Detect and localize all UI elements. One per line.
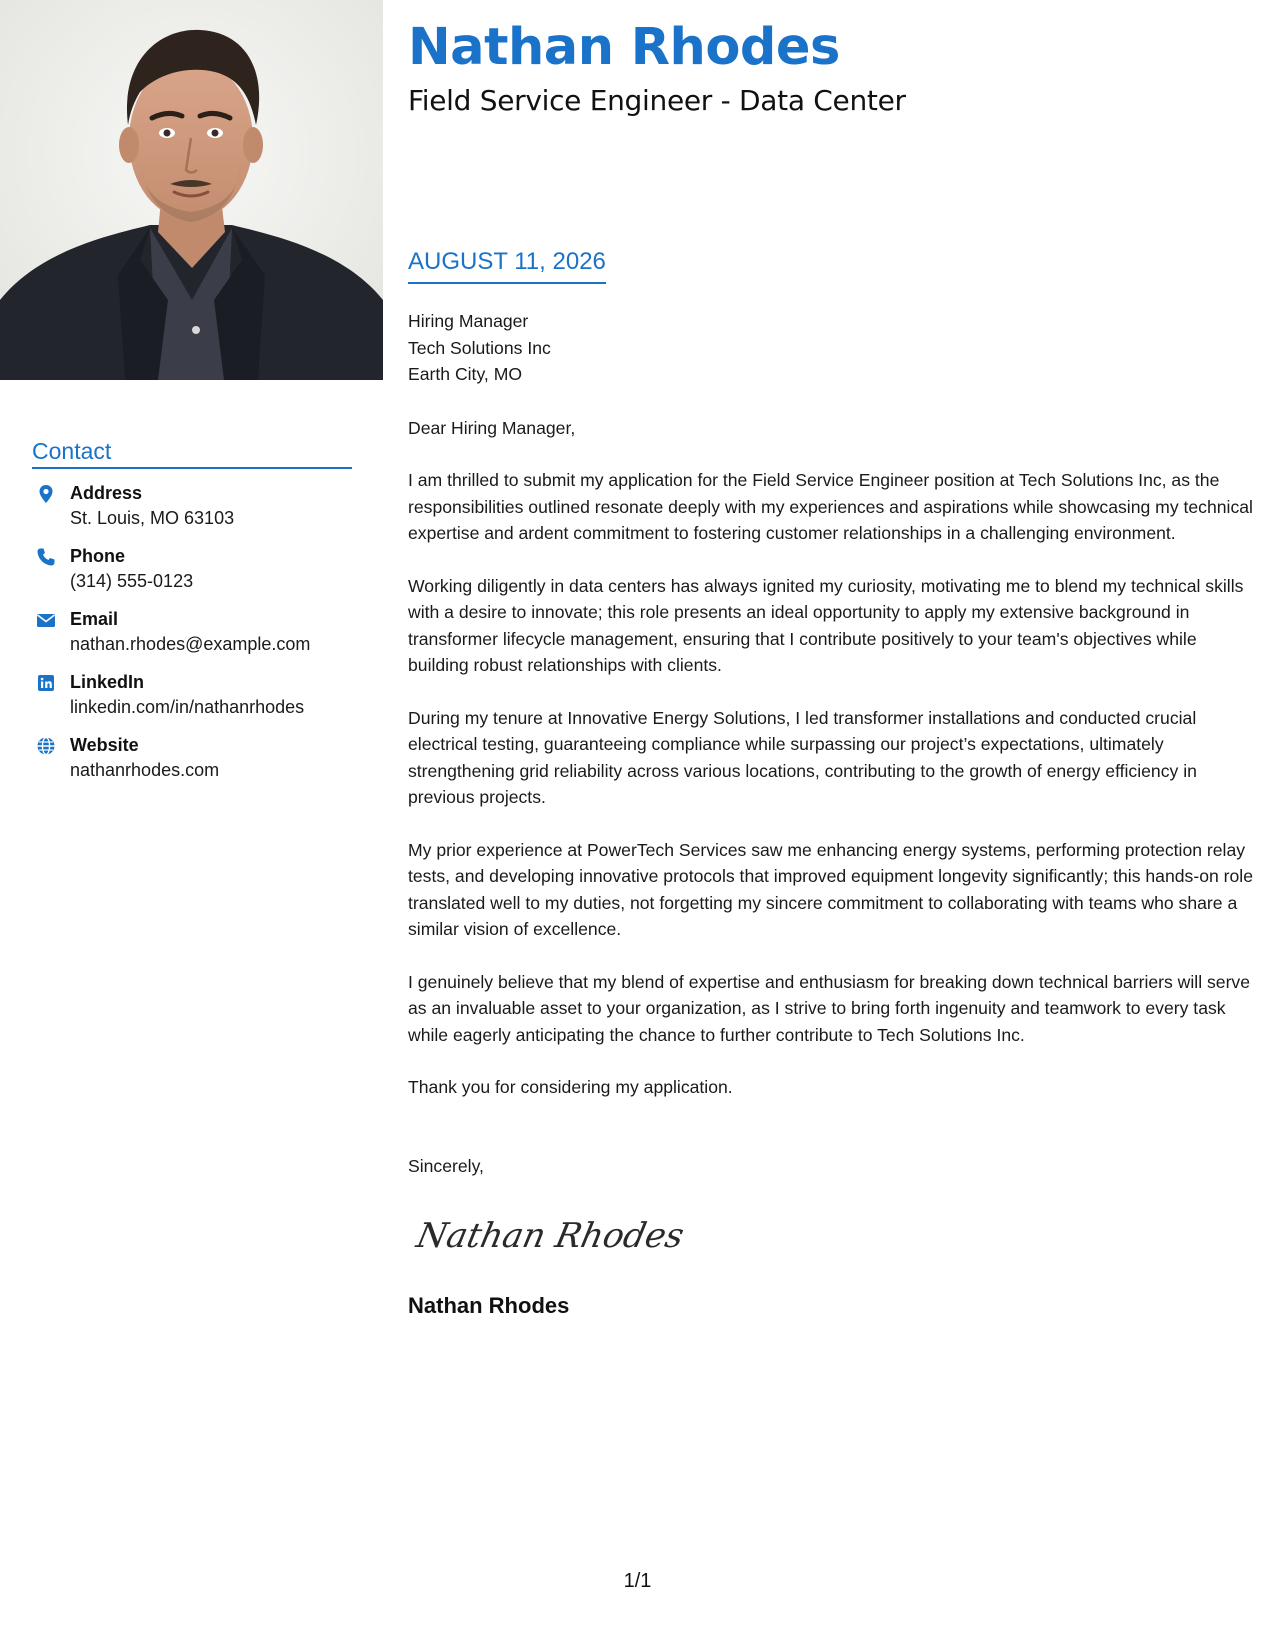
address-value: St. Louis, MO 63103	[70, 508, 235, 528]
contact-label: Phone	[70, 546, 126, 566]
handwritten-signature	[413, 1205, 688, 1265]
location-pin-icon	[36, 484, 56, 504]
paragraph: During my tenure at Innovative Energy Solutions, I led transformer installations and conducted crucial electrical testing, guaranteeing compliance while surpassing our project’s expectations, ultimately strengthening grid reliability across various locations, contributing to the growth of energy efficiency in previous projects.	[408, 707, 1197, 807]
website-value[interactable]: nathanrhodes.com	[70, 760, 220, 780]
job-title: Field Service Engineer - Data Center	[408, 84, 906, 117]
contact-label: Website	[70, 735, 139, 755]
phone-icon	[36, 547, 56, 567]
paragraph: Working diligently in data centers has always ignited my curiosity, motivating me to blend my technical skills with a desire to innovate; this role presents an ideal opportunity to apply my extensive background in transformer lifecycle management, ensuring that I contribute positively to your team's objectives while building robust relationships with clients.	[408, 575, 1244, 675]
profile-photo	[0, 0, 383, 380]
phone-value[interactable]: (314) 555-0123	[70, 571, 194, 591]
envelope-icon	[36, 610, 56, 630]
contact-item-email	[32, 607, 352, 670]
paragraph: Thank you for considering my application.	[408, 1077, 733, 1097]
linkedin-icon	[36, 673, 56, 693]
recipient-line: Hiring Manager	[408, 311, 529, 331]
letter-body	[408, 308, 1254, 1320]
email-value[interactable]: nathan.rhodes@example.com	[70, 634, 311, 654]
linkedin-value[interactable]: linkedin.com/in/nathanrhodes	[70, 697, 305, 717]
recipient-block	[408, 308, 1254, 388]
sidebar	[32, 438, 352, 796]
closing: Sincerely,	[408, 1155, 484, 1176]
paragraph: I am thrilled to submit my application for the Field Service Engineer position at Tech Solutions Inc, as the responsibilities outlined resonate deeply with my experiences and aspirations while showcasing my technical expertise and ardent commitment to fostering customer relationships in a challenging environment.	[408, 470, 1253, 543]
svg-text:Nathan Rhodes: Nathan Rhodes	[413, 1216, 688, 1256]
contact-item-address	[32, 481, 352, 544]
applicant-name: Nathan Rhodes	[408, 18, 840, 77]
portrait-illustration	[0, 0, 383, 380]
contact-label: LinkedIn	[70, 672, 145, 692]
letter-date: AUGUST 11, 2026	[408, 248, 606, 284]
page-number: 1/1	[623, 1570, 652, 1592]
signed-name: Nathan Rhodes	[408, 1293, 570, 1318]
contact-item-phone	[32, 544, 352, 607]
contact-label: Address	[70, 483, 143, 503]
paragraph: I genuinely believe that my blend of expertise and enthusiasm for breaking down technical barriers will serve as an invaluable asset to your organization, as I strive to bring forth ingenuity and teamwork to every task while eagerly anticipating the chance to further contribute to Tech Solutions Inc.	[408, 971, 1251, 1045]
contact-list	[32, 481, 352, 796]
globe-icon	[36, 736, 56, 756]
contact-heading: Contact	[32, 438, 352, 469]
contact-label: Email	[70, 609, 119, 629]
contact-item-website	[32, 733, 352, 796]
paragraph: My prior experience at PowerTech Services saw me enhancing energy systems, performing protection relay tests, and developing innovative protocols that improved equipment longevity significantly; this hands-on role translated well to my duties, not forgetting my sincere commitment to collaborating with teams who share a similar vision of excellence.	[408, 839, 1253, 939]
recipient-line: Tech Solutions Inc	[408, 337, 551, 358]
greeting: Dear Hiring Manager,	[408, 417, 576, 438]
recipient-line: Earth City, MO	[408, 364, 523, 384]
contact-item-linkedin	[32, 670, 352, 733]
